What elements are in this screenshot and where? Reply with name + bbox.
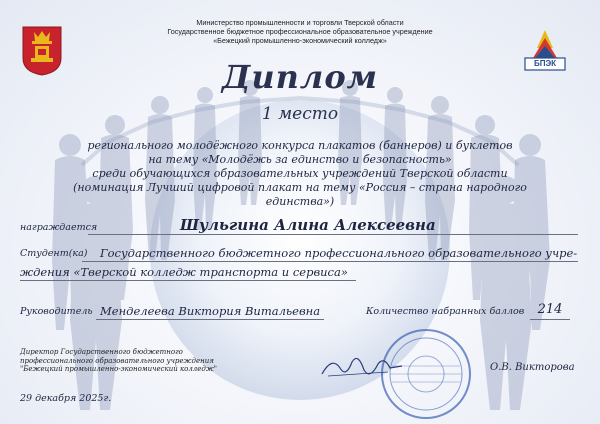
bpek-logo-icon [519, 28, 571, 76]
supervisor-label: Руководитель [20, 306, 93, 317]
competition-line-3: среди обучающихся образовательных учреждений Тверской области [92, 167, 508, 180]
score-underline [530, 319, 570, 320]
director-line-1: Директор Государственного бюджетного [20, 348, 183, 356]
supervisor-name: Менделеева Виктория Витальевна [100, 304, 321, 318]
director-line-3: "Бежецкий промышленно-экономический колледж" [20, 365, 218, 373]
diploma-title: Диплом [221, 58, 379, 96]
signature-icon [318, 352, 406, 382]
awarded-label: награждается [20, 222, 98, 233]
header [150, 18, 450, 45]
place-label: 1 место [261, 104, 339, 124]
supervisor-underline [96, 319, 324, 320]
signatory-name: О.В. Викторова [490, 362, 575, 373]
director-line-2: профессионального образовательного учреждения [20, 356, 214, 365]
competition-line-2: на тему «Молодёжь за единство и безопасность» [148, 153, 452, 166]
bpek-logo [519, 28, 571, 76]
director-title [20, 348, 217, 374]
issue-date: 29 декабря 2025г. [20, 393, 112, 404]
tver-coat-of-arms-icon [22, 26, 62, 76]
score-label: Количество набранных баллов [366, 306, 525, 317]
institution-line-2: ждения «Тверской колледж транспорта и сервиса» [20, 265, 348, 279]
nomination-line: (номинация Лучший цифровой плакат на тему «Россия – страна народного единства») [73, 181, 527, 208]
institution-underline-2 [20, 280, 356, 281]
awardee-name: Шульгина Алина Алексеевна [180, 216, 436, 234]
header-ministry: Министерство промышленности и торговли Тверской области [196, 18, 404, 27]
logo-label: БПЭК [533, 59, 557, 68]
name-underline [88, 234, 578, 235]
header-institution-type: Государственное бюджетное профессиональное образовательное учреждение [167, 27, 433, 36]
score-value: 214 [537, 302, 563, 317]
institution-underline-1 [82, 261, 578, 262]
competition-line-1: регионального молодёжного конкурса плакатов (баннеров) и буклетов [87, 139, 513, 152]
student-label: Студент(ка) [20, 248, 88, 259]
institution-line-1: Государственного бюджетного профессионального образовательного учре- [100, 246, 578, 260]
header-college-name: «Бежецкий промышленно-экономический колледж» [213, 36, 387, 45]
